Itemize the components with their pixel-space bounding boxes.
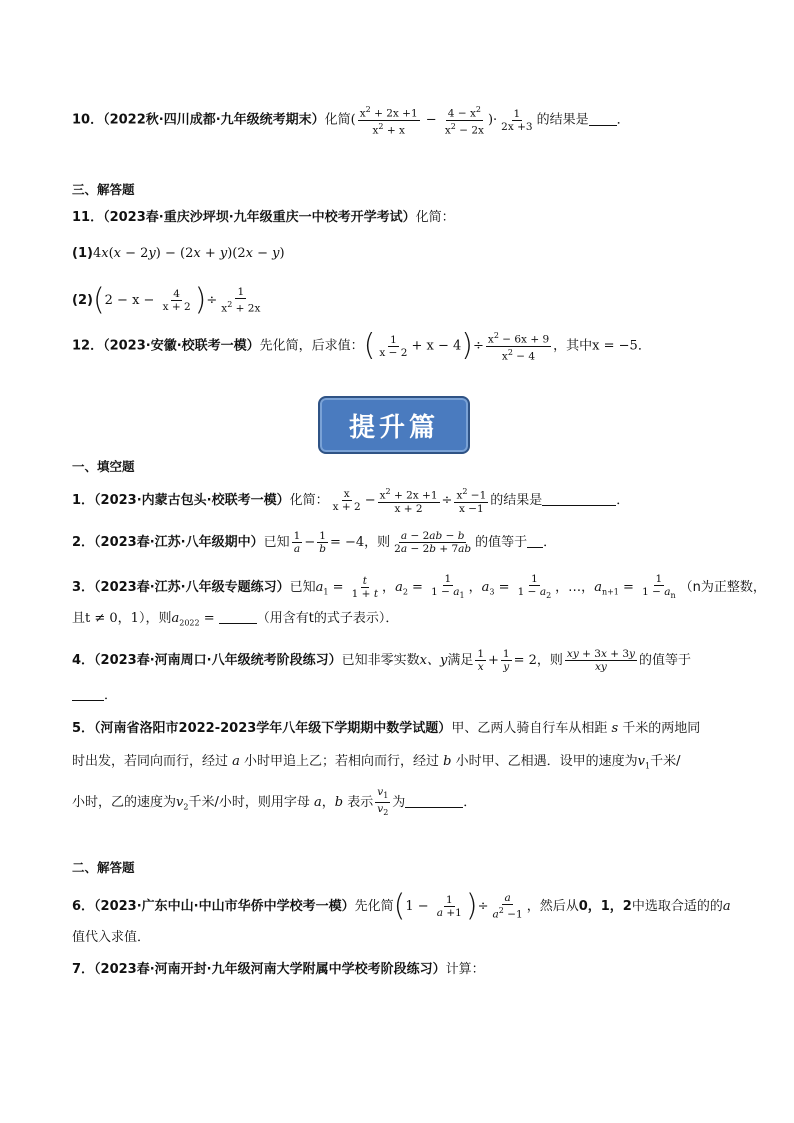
fraction: $\frac{4 - x^2}{x^2 - 2x}$ — [444, 105, 484, 136]
question-11-part-1: (1)4x(x − 2y) − (2x + y)(2x − y) — [72, 246, 285, 261]
question-6: 6．（2023·广东中山·中山市华侨中学校考一模）先化简(1 − $\frac{1}{a +1}$ )÷ $\frac{a}{a^2 -1}$ ，然后从0，1，2中选取合适的的a — [72, 888, 731, 924]
question-5-line-3: 小时，乙的速度为$v_2$千米/小时，则用字母 a，b 表示 $\frac{v_1}{v_2}$ 为 ． — [72, 786, 477, 818]
question-lead: 化简 — [324, 112, 351, 128]
section-banner: 提升篇 — [318, 396, 470, 454]
question-5: 5．（河南省洛阳市2022-2023学年八年级下学期期中数学试题）甲、乙两人骑自行车从相距 s 千米的两地同 — [72, 721, 701, 736]
answer-blank — [542, 505, 616, 506]
question-5-line-2: 时出发，若同向而行，经过 a 小时甲追上乙；若相向而行，经过 b 小时甲、乙相遇．设甲的速度为$v_1$千米/ — [72, 754, 681, 771]
question-source: （2022秋·四川成都·九年级统考期末） — [103, 112, 325, 128]
question-7: 7．（2023春·河南开封·九年级河南大学附属中学校考阶段练习）计算： — [72, 962, 485, 977]
answer-blank — [589, 125, 617, 126]
answer-blank — [72, 700, 104, 701]
question-10: 10．（2022秋·四川成都·九年级统考期末）化简( $\frac{x^2 + 2x +1}{x^2 + x}$ − $\frac{4 - x^2}{x^2 - 2x}$ )· $\frac{1}{2x +3}$ 的结果是 ． — [72, 105, 630, 136]
question-3-line-2: 且t ≠ 0，1），则$a_{2022}$ = （用含有t的式子表示）． — [72, 611, 399, 628]
answer-blank — [405, 807, 463, 808]
section-title: 一、填空题 — [72, 459, 135, 474]
question-1: 1．（2023·内蒙古包头·校联考一模）化简： $\frac{x}{x + 2}$ − $\frac{x^2 + 2x +1}{x + 2}$ ÷ $\frac{x^2 -1}{x -1}$ 的结果是 ． — [72, 487, 630, 515]
question-6-line-2: 值代入求值． — [72, 930, 151, 945]
question-12: 12．（2023·安徽·校联考一模）先化简，后求值：( $\frac{1}{x - 2}$ + x − 4)÷ $\frac{x^2 - 6x + 9}{x^2 - 4}$ ，其中x = −5． — [72, 328, 651, 363]
question-4-line-2: ． — [72, 686, 117, 706]
section-title: 二、解答题 — [72, 860, 135, 875]
answer-blank — [527, 547, 543, 548]
section-title: 三、解答题 — [72, 182, 135, 197]
question-11: 11．（2023春·重庆沙坪坝·九年级重庆一中校考开学考试）化简： — [72, 210, 455, 225]
question-3: 3．（2023春·江苏·八年级专题练习）已知$a_1$ = $\frac{t}{1 + t}$ ，$a_2$ = $\frac{1}{1 - a_1}$ ，$a_3$ = $\frac{1}{1 - a_2}$ ，…，$a_{n+1}$ = $\frac{1}{1 - a_n}$ （n为正整数， — [72, 573, 766, 601]
question-number: 10． — [72, 112, 104, 128]
fraction: $\frac{1}{2x +3}$ — [501, 107, 533, 133]
question-4: 4．（2023春·河南周口·八年级统考阶段练习）已知非零实数x、y满足 $\frac{1}{x}$ + $\frac{1}{y}$ = 2，则 $\frac{xy + 3x + 3y}{xy}$ 的值等于 — [72, 648, 691, 673]
question-2: 2．（2023春·江苏·八年级期中）已知 $\frac{1}{a}$ − $\frac{1}{b}$ = −4，则 $\frac{a - 2ab - b}{2a - 2b + 7ab}$ 的值等于 ． — [72, 530, 557, 555]
fraction: $\frac{x^2 + 2x +1}{x^2 + x}$ — [359, 105, 418, 136]
answer-blank — [219, 623, 257, 624]
question-11-part-2: (2)(2 − x − $\frac{4}{x + 2}$ )÷ $\frac{1}{x^2 + 2x}$ — [72, 282, 261, 318]
